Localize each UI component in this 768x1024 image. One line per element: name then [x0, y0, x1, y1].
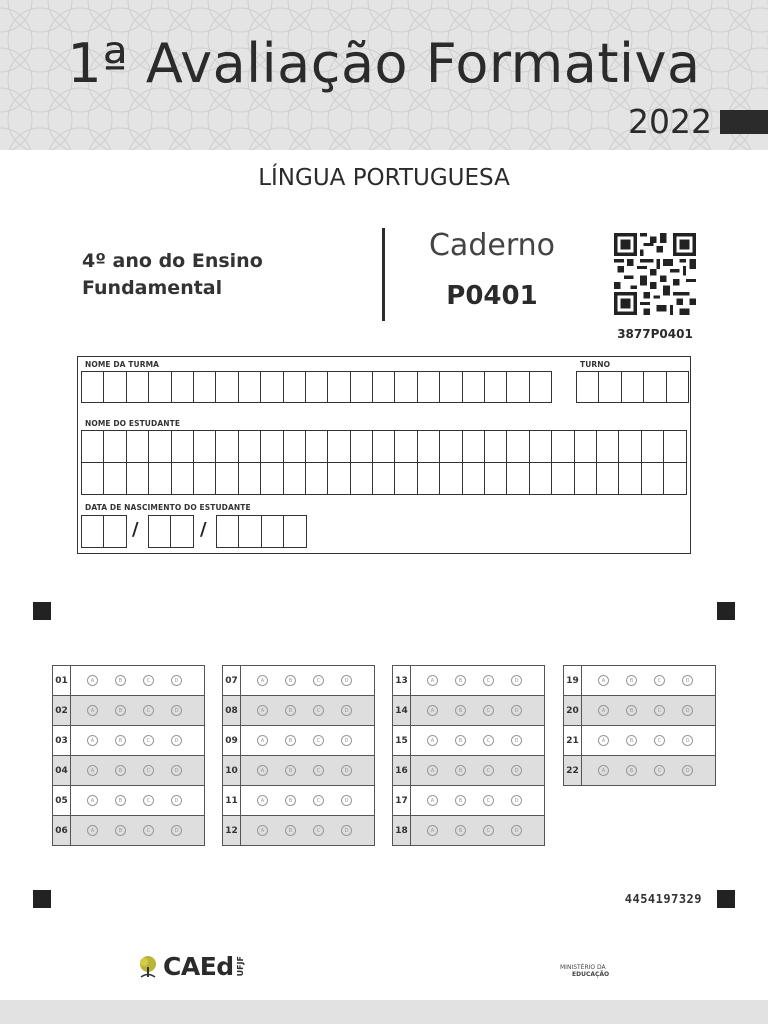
- character-box[interactable]: [81, 371, 104, 403]
- character-box[interactable]: [574, 430, 597, 463]
- student-name-label: NOME DO ESTUDANTE: [85, 419, 181, 428]
- character-box[interactable]: [551, 430, 574, 463]
- answer-row: [564, 756, 715, 786]
- answer-bubble[interactable]: C: [483, 675, 494, 686]
- qr-code-icon: [614, 233, 696, 315]
- answer-bubble[interactable]: D: [682, 705, 693, 716]
- answer-bubble[interactable]: D: [171, 795, 182, 806]
- answer-column: [222, 665, 375, 846]
- answer-bubble[interactable]: D: [511, 705, 522, 716]
- character-box[interactable]: [596, 462, 619, 495]
- answer-row: [223, 816, 374, 846]
- answer-bubble[interactable]: C: [654, 705, 665, 716]
- answer-bubble[interactable]: C: [313, 675, 324, 686]
- character-box[interactable]: [372, 371, 395, 403]
- answer-bubble[interactable]: C: [654, 675, 665, 686]
- question-number: 14: [393, 696, 411, 725]
- character-box[interactable]: [283, 430, 306, 463]
- answer-row: [223, 666, 374, 696]
- character-box[interactable]: [305, 462, 328, 495]
- answer-bubble[interactable]: D: [171, 825, 182, 836]
- answer-bubble[interactable]: A: [427, 705, 438, 716]
- character-box[interactable]: [103, 515, 126, 548]
- character-box[interactable]: [598, 371, 621, 403]
- character-box[interactable]: [439, 371, 462, 403]
- booklet-label: Caderno: [428, 228, 555, 263]
- character-box[interactable]: [305, 371, 328, 403]
- character-box[interactable]: [81, 462, 104, 495]
- answer-bubble[interactable]: B: [626, 705, 637, 716]
- answer-column: [563, 665, 716, 786]
- character-box[interactable]: [171, 462, 194, 495]
- character-box[interactable]: [484, 462, 507, 495]
- answer-bubble[interactable]: D: [171, 675, 182, 686]
- character-box[interactable]: [529, 462, 552, 495]
- answer-bubble[interactable]: A: [257, 825, 268, 836]
- character-box[interactable]: [216, 515, 239, 548]
- birth-date-label: DATA DE NASCIMENTO DO ESTUDANTE: [85, 503, 251, 512]
- answer-bubble[interactable]: B: [455, 795, 466, 806]
- character-box[interactable]: [148, 430, 171, 463]
- character-box[interactable]: [238, 515, 261, 548]
- character-box[interactable]: [551, 462, 574, 495]
- logo-subtext: UFJF: [235, 956, 245, 977]
- answer-bubble[interactable]: C: [143, 705, 154, 716]
- answer-row: [53, 816, 204, 846]
- question-number: 02: [53, 696, 71, 725]
- answer-bubble[interactable]: B: [115, 675, 126, 686]
- ministry-line1: MINISTÉRIO DA: [560, 964, 606, 971]
- question-number: 17: [393, 786, 411, 815]
- character-box[interactable]: [372, 462, 395, 495]
- character-box[interactable]: [576, 371, 599, 403]
- character-box[interactable]: [350, 430, 373, 463]
- answer-bubble[interactable]: C: [313, 795, 324, 806]
- answer-bubble[interactable]: D: [511, 825, 522, 836]
- exam-title: 1ª Avaliação Formativa: [67, 32, 701, 95]
- birth-year-field[interactable]: [216, 515, 307, 548]
- answer-bubble[interactable]: A: [427, 825, 438, 836]
- character-box[interactable]: [148, 371, 171, 403]
- character-box[interactable]: [666, 371, 689, 403]
- registration-mark: [717, 890, 735, 908]
- answer-row: [223, 696, 374, 726]
- answer-bubble[interactable]: C: [143, 675, 154, 686]
- answer-bubble[interactable]: C: [313, 705, 324, 716]
- subject-title: LÍNGUA PORTUGUESA: [258, 165, 510, 191]
- character-box[interactable]: [529, 371, 552, 403]
- answer-bubble[interactable]: B: [455, 825, 466, 836]
- answer-bubble[interactable]: D: [171, 705, 182, 716]
- character-box[interactable]: [193, 430, 216, 463]
- character-box[interactable]: [260, 430, 283, 463]
- answer-bubble[interactable]: B: [455, 765, 466, 776]
- answer-bubble[interactable]: A: [427, 765, 438, 776]
- question-number: 04: [53, 756, 71, 785]
- character-box[interactable]: [260, 371, 283, 403]
- character-box[interactable]: [305, 430, 328, 463]
- question-number: 13: [393, 666, 411, 695]
- character-box[interactable]: [103, 462, 126, 495]
- answer-bubble[interactable]: C: [483, 825, 494, 836]
- answer-bubble[interactable]: D: [682, 765, 693, 776]
- character-box[interactable]: [327, 462, 350, 495]
- answer-bubble[interactable]: B: [115, 765, 126, 776]
- character-box[interactable]: [283, 515, 306, 548]
- question-number: 11: [223, 786, 241, 815]
- answer-bubble[interactable]: B: [285, 675, 296, 686]
- character-box[interactable]: [641, 462, 664, 495]
- answer-bubble[interactable]: C: [143, 825, 154, 836]
- answer-bubble[interactable]: B: [455, 675, 466, 686]
- character-box[interactable]: [103, 371, 126, 403]
- character-box[interactable]: [506, 462, 529, 495]
- exam-year: 2022: [628, 102, 712, 141]
- answer-bubble[interactable]: B: [115, 795, 126, 806]
- answer-bubble[interactable]: D: [511, 795, 522, 806]
- answer-bubble[interactable]: B: [115, 735, 126, 746]
- answer-bubble[interactable]: A: [257, 765, 268, 776]
- answer-bubble[interactable]: A: [87, 765, 98, 776]
- character-box[interactable]: [529, 430, 552, 463]
- answer-bubble[interactable]: B: [285, 705, 296, 716]
- character-box[interactable]: [327, 371, 350, 403]
- answer-row: [393, 786, 544, 816]
- question-number: 19: [564, 666, 582, 695]
- header-band: [0, 0, 768, 150]
- character-box[interactable]: [215, 462, 238, 495]
- answer-column: [52, 665, 205, 846]
- character-box[interactable]: [81, 430, 104, 463]
- answer-bubble[interactable]: D: [341, 675, 352, 686]
- answer-bubble[interactable]: B: [626, 675, 637, 686]
- serial-number: 4454197329: [624, 892, 702, 906]
- answer-bubble[interactable]: C: [313, 825, 324, 836]
- character-box[interactable]: [663, 462, 686, 495]
- answer-bubble[interactable]: B: [285, 825, 296, 836]
- character-box[interactable]: [394, 462, 417, 495]
- character-box[interactable]: [663, 430, 686, 463]
- character-box[interactable]: [596, 430, 619, 463]
- character-box[interactable]: [372, 430, 395, 463]
- character-box[interactable]: [193, 462, 216, 495]
- answer-bubble[interactable]: A: [87, 675, 98, 686]
- question-number: 22: [564, 756, 582, 785]
- answer-bubble[interactable]: A: [257, 735, 268, 746]
- answer-bubble[interactable]: D: [682, 735, 693, 746]
- character-box[interactable]: [621, 371, 644, 403]
- answer-bubble[interactable]: B: [626, 735, 637, 746]
- caed-logo: [137, 952, 245, 981]
- class-name-label: NOME DA TURMA: [85, 360, 160, 369]
- answer-bubble[interactable]: B: [285, 795, 296, 806]
- character-box[interactable]: [170, 515, 193, 548]
- date-separator: /: [200, 519, 207, 540]
- answer-row: [393, 816, 544, 846]
- character-box[interactable]: [126, 371, 149, 403]
- character-box[interactable]: [618, 430, 641, 463]
- year-bar: [720, 110, 768, 134]
- answer-row: [393, 696, 544, 726]
- date-separator: /: [132, 519, 139, 540]
- question-number: 10: [223, 756, 241, 785]
- character-box[interactable]: [238, 371, 261, 403]
- birth-month-field[interactable]: [148, 515, 194, 548]
- question-number: 06: [53, 816, 71, 845]
- character-box[interactable]: [506, 430, 529, 463]
- student-name-field-line1[interactable]: [81, 430, 687, 463]
- grade-level: 4º ano do Ensino Fundamental: [82, 250, 263, 299]
- character-box[interactable]: [350, 371, 373, 403]
- character-box[interactable]: [126, 462, 149, 495]
- character-box[interactable]: [261, 515, 284, 548]
- answer-bubble[interactable]: A: [87, 795, 98, 806]
- answer-bubble[interactable]: A: [257, 675, 268, 686]
- character-box[interactable]: [81, 515, 104, 548]
- registration-mark: [33, 602, 51, 620]
- answer-bubble[interactable]: D: [511, 735, 522, 746]
- character-box[interactable]: [439, 430, 462, 463]
- character-box[interactable]: [439, 462, 462, 495]
- answer-bubble[interactable]: D: [341, 735, 352, 746]
- answer-bubble[interactable]: A: [257, 795, 268, 806]
- character-box[interactable]: [462, 371, 485, 403]
- character-box[interactable]: [394, 430, 417, 463]
- character-box[interactable]: [193, 371, 216, 403]
- answer-bubble[interactable]: A: [87, 735, 98, 746]
- character-box[interactable]: [283, 462, 306, 495]
- booklet-code: P0401: [446, 281, 538, 311]
- character-box[interactable]: [148, 515, 171, 548]
- character-box[interactable]: [238, 430, 261, 463]
- footer-band: [0, 1000, 768, 1024]
- identification-box: [77, 356, 691, 554]
- character-box[interactable]: [574, 462, 597, 495]
- question-number: 01: [53, 666, 71, 695]
- answer-bubble[interactable]: C: [143, 795, 154, 806]
- answer-bubble[interactable]: B: [285, 765, 296, 776]
- answer-bubble[interactable]: D: [341, 795, 352, 806]
- student-name-field-line2[interactable]: [81, 462, 687, 495]
- answer-row: [223, 726, 374, 756]
- answer-bubble[interactable]: C: [313, 765, 324, 776]
- answer-row: [223, 786, 374, 816]
- answer-bubble[interactable]: C: [143, 765, 154, 776]
- answer-bubble[interactable]: D: [511, 765, 522, 776]
- answer-bubble[interactable]: C: [654, 735, 665, 746]
- question-number: 08: [223, 696, 241, 725]
- tree-icon: [137, 955, 159, 979]
- answer-bubble[interactable]: D: [341, 705, 352, 716]
- character-box[interactable]: [148, 462, 171, 495]
- answer-bubble[interactable]: A: [427, 795, 438, 806]
- answer-row: [393, 666, 544, 696]
- character-box[interactable]: [417, 430, 440, 463]
- answer-column: [392, 665, 545, 846]
- character-box[interactable]: [462, 430, 485, 463]
- answer-bubble[interactable]: D: [341, 765, 352, 776]
- answer-row: [564, 696, 715, 726]
- character-box[interactable]: [394, 371, 417, 403]
- shift-label: TURNO: [580, 360, 611, 369]
- answer-row: [53, 756, 204, 786]
- question-number: 21: [564, 726, 582, 755]
- question-number: 09: [223, 726, 241, 755]
- question-number: 07: [223, 666, 241, 695]
- answer-row: [393, 726, 544, 756]
- registration-mark: [33, 890, 51, 908]
- class-name-field[interactable]: [81, 371, 552, 403]
- question-number: 15: [393, 726, 411, 755]
- vertical-divider: [382, 228, 385, 321]
- answer-bubble[interactable]: C: [143, 735, 154, 746]
- ministry-line2: EDUCAÇÃO: [572, 971, 610, 978]
- character-box[interactable]: [641, 430, 664, 463]
- answer-bubble[interactable]: A: [598, 675, 609, 686]
- answer-row: [53, 666, 204, 696]
- answer-bubble[interactable]: D: [171, 735, 182, 746]
- answer-bubble[interactable]: C: [483, 795, 494, 806]
- character-box[interactable]: [506, 371, 529, 403]
- answer-row: [393, 756, 544, 786]
- answer-bubble[interactable]: B: [115, 705, 126, 716]
- answer-bubble[interactable]: A: [598, 765, 609, 776]
- answer-bubble[interactable]: C: [313, 735, 324, 746]
- answer-bubble[interactable]: A: [598, 735, 609, 746]
- question-number: 12: [223, 816, 241, 845]
- question-number: 20: [564, 696, 582, 725]
- answer-bubble[interactable]: D: [341, 825, 352, 836]
- answer-bubble[interactable]: B: [115, 825, 126, 836]
- character-box[interactable]: [417, 462, 440, 495]
- character-box[interactable]: [484, 430, 507, 463]
- answer-bubble[interactable]: B: [455, 735, 466, 746]
- answer-bubble[interactable]: A: [598, 705, 609, 716]
- answer-bubble[interactable]: A: [87, 825, 98, 836]
- character-box[interactable]: [171, 430, 194, 463]
- answer-bubble[interactable]: B: [285, 735, 296, 746]
- answer-bubble[interactable]: B: [455, 705, 466, 716]
- character-box[interactable]: [643, 371, 666, 403]
- answer-bubble[interactable]: A: [87, 705, 98, 716]
- character-box[interactable]: [215, 430, 238, 463]
- shift-field[interactable]: [576, 371, 689, 403]
- character-box[interactable]: [327, 430, 350, 463]
- qr-code-text: 3877P0401: [617, 327, 693, 341]
- birth-day-field[interactable]: [81, 515, 127, 548]
- character-box[interactable]: [618, 462, 641, 495]
- answer-bubble[interactable]: D: [171, 765, 182, 776]
- logo-text: CAEd: [163, 952, 234, 981]
- answer-row: [53, 786, 204, 816]
- answer-bubble[interactable]: B: [626, 765, 637, 776]
- answer-bubble[interactable]: D: [682, 675, 693, 686]
- character-box[interactable]: [215, 371, 238, 403]
- character-box[interactable]: [417, 371, 440, 403]
- registration-mark: [717, 602, 735, 620]
- question-number: 03: [53, 726, 71, 755]
- character-box[interactable]: [462, 462, 485, 495]
- answer-row: [223, 756, 374, 786]
- answer-row: [53, 726, 204, 756]
- character-box[interactable]: [238, 462, 261, 495]
- character-box[interactable]: [484, 371, 507, 403]
- character-box[interactable]: [103, 430, 126, 463]
- question-number: 05: [53, 786, 71, 815]
- character-box[interactable]: [260, 462, 283, 495]
- answer-bubble[interactable]: D: [511, 675, 522, 686]
- answer-bubble[interactable]: C: [483, 765, 494, 776]
- character-box[interactable]: [126, 430, 149, 463]
- answer-bubble[interactable]: C: [483, 705, 494, 716]
- answer-bubble[interactable]: A: [427, 735, 438, 746]
- answer-row: [564, 726, 715, 756]
- answer-row: [564, 666, 715, 696]
- character-box[interactable]: [171, 371, 194, 403]
- character-box[interactable]: [350, 462, 373, 495]
- character-box[interactable]: [283, 371, 306, 403]
- question-number: 16: [393, 756, 411, 785]
- answer-row: [53, 696, 204, 726]
- answer-bubble[interactable]: A: [257, 705, 268, 716]
- question-number: 18: [393, 816, 411, 845]
- ministry-logo: [560, 964, 609, 978]
- answer-bubble[interactable]: C: [654, 765, 665, 776]
- answer-bubble[interactable]: A: [427, 675, 438, 686]
- answer-bubble[interactable]: C: [483, 735, 494, 746]
